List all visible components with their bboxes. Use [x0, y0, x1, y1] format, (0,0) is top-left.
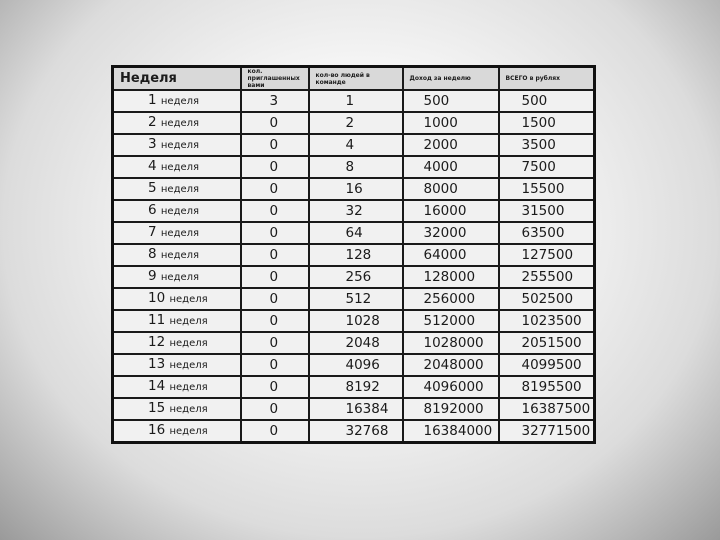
invited-cell: 0 [241, 288, 309, 310]
people-cell: 2 [309, 112, 403, 134]
week-number: 5 [148, 180, 157, 196]
total-cell: 15500 [499, 178, 595, 200]
header-income: Доход за неделю [403, 67, 499, 91]
total-cell: 127500 [499, 244, 595, 266]
table-row [113, 90, 595, 112]
week-number: 11 [148, 312, 166, 328]
invited-cell: 0 [241, 420, 309, 443]
week-cell [113, 288, 241, 310]
header-total: ВСЕГО в рублях [499, 67, 595, 91]
table-row [113, 420, 595, 443]
table-row [113, 266, 595, 288]
people-cell: 4 [309, 134, 403, 156]
week-cell [113, 90, 241, 112]
week-word: неделя [160, 206, 200, 217]
invited-cell: 0 [241, 156, 309, 178]
invited-cell: 0 [241, 222, 309, 244]
total-cell: 1500 [499, 112, 595, 134]
total-cell: 255500 [499, 266, 595, 288]
income-cell: 512000 [403, 310, 499, 332]
table-row [113, 354, 595, 376]
people-cell: 64 [309, 222, 403, 244]
header-week: Неделя [113, 67, 241, 91]
invited-cell: 0 [241, 332, 309, 354]
income-cell: 8000 [403, 178, 499, 200]
invited-cell: 0 [241, 244, 309, 266]
income-cell: 2048000 [403, 354, 499, 376]
people-cell: 16 [309, 178, 403, 200]
income-cell: 1000 [403, 112, 499, 134]
invited-cell: 0 [241, 266, 309, 288]
header-invited: кол. приглашенных вами [241, 67, 309, 91]
table-row [113, 134, 595, 156]
week-word: неделя [160, 140, 200, 151]
total-cell: 3500 [499, 134, 595, 156]
invited-cell: 0 [241, 200, 309, 222]
week-cell [113, 200, 241, 222]
week-word: неделя [160, 272, 200, 283]
week-number: 2 [148, 114, 157, 130]
people-cell: 256 [309, 266, 403, 288]
week-cell [113, 398, 241, 420]
table-row [113, 288, 595, 310]
week-cell [113, 420, 241, 443]
week-word: неделя [160, 118, 200, 129]
invited-cell: 0 [241, 134, 309, 156]
week-number: 14 [148, 378, 166, 394]
people-cell: 1 [309, 90, 403, 112]
week-number: 7 [148, 224, 157, 240]
week-number: 6 [148, 202, 157, 218]
people-cell: 1028 [309, 310, 403, 332]
income-cell: 32000 [403, 222, 499, 244]
week-number: 3 [148, 136, 157, 152]
table-row [113, 244, 595, 266]
invited-cell: 0 [241, 354, 309, 376]
people-cell: 32 [309, 200, 403, 222]
people-cell: 2048 [309, 332, 403, 354]
people-cell: 8 [309, 156, 403, 178]
week-number: 10 [148, 290, 166, 306]
income-cell: 1028000 [403, 332, 499, 354]
week-number: 4 [148, 158, 157, 174]
invited-cell: 0 [241, 310, 309, 332]
table-row [113, 332, 595, 354]
week-word: неделя [160, 228, 200, 239]
week-word: неделя [160, 184, 200, 195]
total-cell: 2051500 [499, 332, 595, 354]
week-number: 15 [148, 400, 166, 416]
table-row [113, 222, 595, 244]
table-row [113, 200, 595, 222]
total-cell: 502500 [499, 288, 595, 310]
income-cell: 500 [403, 90, 499, 112]
income-cell: 8192000 [403, 398, 499, 420]
invited-cell: 3 [241, 90, 309, 112]
week-word: неделя [169, 360, 208, 371]
week-cell [113, 266, 241, 288]
week-number: 12 [148, 334, 166, 350]
people-cell: 512 [309, 288, 403, 310]
total-cell: 8195500 [499, 376, 595, 398]
week-cell [113, 354, 241, 376]
header-row [113, 67, 595, 91]
total-cell: 500 [499, 90, 595, 112]
table-body [113, 90, 595, 443]
week-number: 1 [148, 92, 157, 108]
week-cell [113, 310, 241, 332]
week-word: неделя [169, 316, 208, 327]
week-word: неделя [169, 404, 208, 415]
total-cell: 16387500 [499, 398, 595, 420]
week-cell [113, 332, 241, 354]
table-row [113, 398, 595, 420]
total-cell: 32771500 [499, 420, 595, 443]
week-cell [113, 376, 241, 398]
week-word: неделя [169, 338, 208, 349]
week-cell [113, 244, 241, 266]
people-cell: 8192 [309, 376, 403, 398]
total-cell: 4099500 [499, 354, 595, 376]
income-cell: 16000 [403, 200, 499, 222]
total-cell: 63500 [499, 222, 595, 244]
income-cell: 16384000 [403, 420, 499, 443]
week-word: неделя [160, 96, 200, 107]
people-cell: 32768 [309, 420, 403, 443]
income-cell: 4000 [403, 156, 499, 178]
week-word: неделя [160, 250, 200, 261]
income-cell: 256000 [403, 288, 499, 310]
income-cell: 128000 [403, 266, 499, 288]
invited-cell: 0 [241, 398, 309, 420]
income-cell: 4096000 [403, 376, 499, 398]
people-cell: 4096 [309, 354, 403, 376]
week-number: 16 [148, 422, 166, 438]
week-word: неделя [169, 294, 208, 305]
week-cell [113, 178, 241, 200]
people-cell: 128 [309, 244, 403, 266]
table-row [113, 376, 595, 398]
week-cell [113, 222, 241, 244]
income-table [111, 65, 596, 444]
total-cell: 7500 [499, 156, 595, 178]
header-people: кол-во людей в команде [309, 67, 403, 91]
income-cell: 64000 [403, 244, 499, 266]
table-row [113, 310, 595, 332]
week-cell [113, 134, 241, 156]
people-cell: 16384 [309, 398, 403, 420]
total-cell: 31500 [499, 200, 595, 222]
table-row [113, 112, 595, 134]
week-number: 8 [148, 246, 157, 262]
invited-cell: 0 [241, 178, 309, 200]
invited-cell: 0 [241, 112, 309, 134]
week-word: неделя [160, 162, 200, 173]
week-word: неделя [169, 382, 208, 393]
week-number: 13 [148, 356, 166, 372]
week-word: неделя [169, 426, 208, 437]
week-cell [113, 112, 241, 134]
table-row [113, 178, 595, 200]
week-number: 9 [148, 268, 157, 284]
invited-cell: 0 [241, 376, 309, 398]
total-cell: 1023500 [499, 310, 595, 332]
table-row [113, 156, 595, 178]
week-cell [113, 156, 241, 178]
income-cell: 2000 [403, 134, 499, 156]
